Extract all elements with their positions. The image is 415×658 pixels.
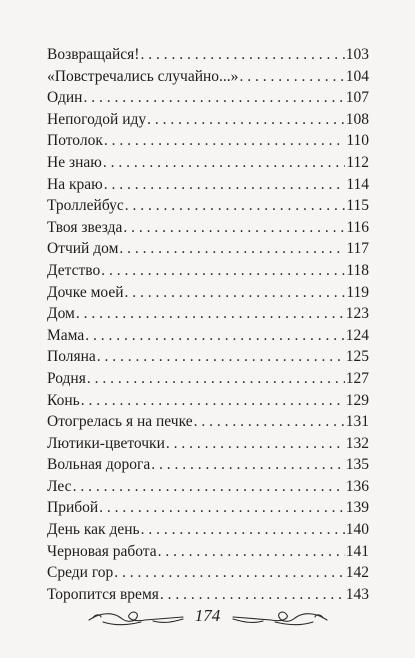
toc-entry-title: День как день — [47, 521, 140, 539]
toc-entry — [47, 152, 369, 174]
dot-leader — [104, 130, 345, 152]
toc-entry — [47, 66, 369, 88]
toc-entry — [47, 109, 369, 131]
page-number: 174 — [194, 606, 221, 625]
toc-entry-title: Лютики-цветочки — [47, 434, 165, 452]
dot-leader — [76, 303, 345, 325]
toc-entry-title: Не знаю — [47, 153, 102, 171]
dot-leader — [87, 368, 345, 390]
toc-entry-title: На краю — [47, 175, 103, 193]
toc-entry-page-number: 117 — [346, 240, 369, 258]
toc-entry-page-number: 110 — [346, 132, 369, 150]
toc-entry — [47, 303, 369, 325]
toc-entry — [47, 390, 369, 412]
toc-entry — [47, 497, 369, 519]
page-footer — [0, 602, 415, 632]
toc-entry-title: Дом — [47, 305, 75, 323]
toc-entry-title: Отогрелась я на печке — [47, 413, 193, 431]
dot-leader — [158, 541, 345, 563]
dot-leader — [97, 346, 345, 368]
toc-entry-title: Торопится время — [47, 585, 159, 603]
toc-entry — [47, 454, 369, 476]
toc-entry — [47, 476, 369, 498]
toc-entry-title: Потолок — [47, 132, 103, 150]
toc-entry — [47, 411, 369, 433]
toc-entry-page-number: 114 — [346, 175, 369, 193]
table-of-contents — [47, 44, 369, 605]
toc-entry — [47, 325, 369, 347]
dot-leader — [119, 238, 345, 260]
toc-entry-title: Родня — [47, 369, 86, 387]
toc-entry — [47, 562, 369, 584]
toc-entry-title: Черновая работа — [47, 542, 157, 560]
toc-entry-page-number: 142 — [345, 564, 369, 582]
dot-leader — [85, 325, 345, 347]
toc-entry — [47, 282, 369, 304]
toc-entry-title: Детство — [47, 261, 101, 279]
toc-entry-title: Один — [47, 89, 83, 107]
toc-entry-page-number: 141 — [345, 542, 369, 560]
dot-leader — [141, 519, 345, 541]
toc-entry-page-number: 124 — [345, 326, 369, 344]
toc-entry-page-number: 103 — [345, 46, 369, 63]
toc-entry-page-number: 119 — [346, 283, 369, 301]
dot-leader — [101, 260, 345, 282]
toc-entry-page-number: 104 — [345, 67, 369, 85]
dot-leader — [166, 433, 345, 455]
dot-leader — [147, 109, 345, 131]
dot-leader — [123, 217, 345, 239]
toc-entry — [47, 87, 369, 109]
toc-entry-page-number: 135 — [345, 456, 369, 474]
dot-leader — [140, 44, 344, 66]
dot-leader — [125, 195, 346, 217]
toc-entry-title: Среди гор — [47, 564, 114, 582]
toc-entry — [47, 260, 369, 282]
toc-entry — [47, 130, 369, 152]
toc-entry-title: Конь — [47, 391, 80, 409]
dot-leader — [194, 411, 345, 433]
dot-leader — [83, 87, 344, 109]
dot-leader — [73, 476, 345, 498]
dot-leader — [104, 174, 346, 196]
dot-leader — [239, 66, 344, 88]
toc-entry-title: Твоя звезда — [47, 218, 123, 236]
toc-entry-title: Возвращайся! — [47, 46, 140, 63]
dot-leader — [103, 152, 345, 174]
toc-entry — [47, 217, 369, 239]
toc-entry-page-number: 118 — [346, 261, 369, 279]
toc-entry-page-number: 116 — [346, 218, 369, 236]
toc-entry-page-number: 136 — [345, 477, 369, 495]
toc-entry-title: Вольная дорога — [47, 456, 151, 474]
toc-entry-title: Лес — [47, 477, 72, 495]
dot-leader — [114, 562, 344, 584]
dot-leader — [81, 390, 345, 412]
toc-entry-title: Отчий дом — [47, 240, 119, 258]
toc-entry — [47, 346, 369, 368]
toc-entry — [47, 368, 369, 390]
toc-entry-title: Троллейбус — [47, 197, 124, 215]
toc-entry-page-number: 107 — [345, 89, 369, 107]
toc-entry-page-number: 139 — [345, 499, 369, 517]
toc-entry-page-number: 115 — [346, 197, 369, 215]
toc-entry-title: Непогодой иду — [47, 110, 147, 128]
toc-entry — [47, 519, 369, 541]
toc-entry — [47, 174, 369, 196]
toc-entry-title: Поляна — [47, 348, 96, 366]
dot-leader — [99, 497, 345, 519]
toc-entry-title: Мама — [47, 326, 85, 344]
toc-entry-page-number: 129 — [345, 391, 369, 409]
toc-entry-page-number: 131 — [345, 413, 369, 431]
toc-entry — [47, 238, 369, 260]
flourish-ornament-icon — [83, 602, 333, 632]
toc-entry — [47, 44, 369, 66]
toc-entry-title: «Повстречались случайно...» — [47, 67, 239, 85]
toc-entry-title: Прибой — [47, 499, 99, 517]
dot-leader — [151, 454, 345, 476]
toc-entry-page-number: 127 — [345, 369, 369, 387]
toc-entry — [47, 541, 369, 563]
toc-entry-page-number: 123 — [345, 305, 369, 323]
toc-entry — [47, 195, 369, 217]
dot-leader — [125, 282, 346, 304]
toc-entry-page-number: 132 — [345, 434, 369, 452]
toc-entry-page-number: 112 — [346, 153, 369, 171]
toc-entry-page-number: 125 — [345, 348, 369, 366]
toc-entry — [47, 433, 369, 455]
toc-entry-page-number: 108 — [345, 110, 369, 128]
toc-entry-title: Дочке моей — [47, 283, 124, 301]
toc-entry-page-number: 143 — [345, 585, 369, 603]
toc-entry-page-number: 140 — [345, 521, 369, 539]
